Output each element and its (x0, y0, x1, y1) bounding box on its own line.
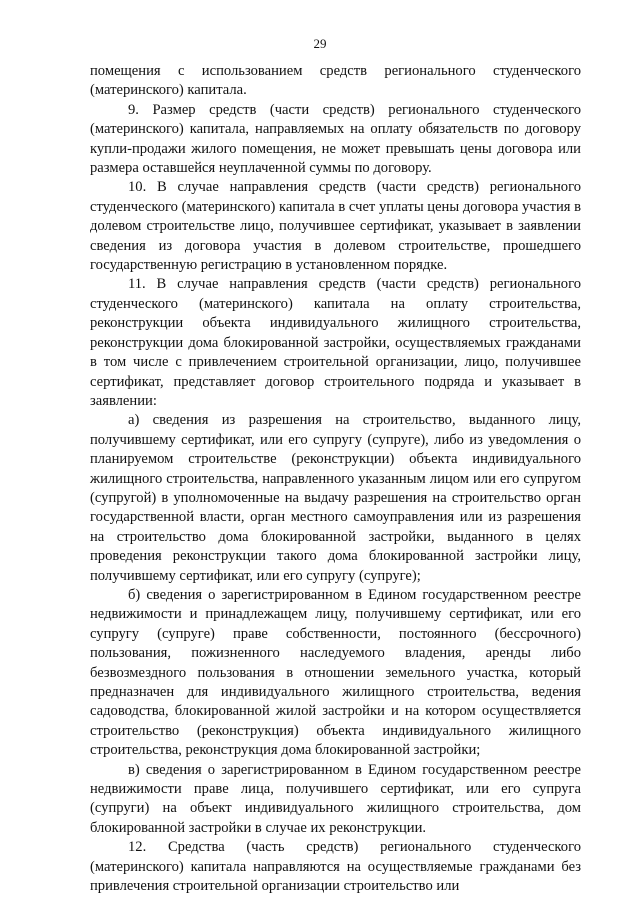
paragraph-subitem-b: б) сведения о зарегистрированном в Едином государственном реестре недвижимости и принадлежащем лицу, получившему сертификат, или его супругу (супруге) праве собственности, постоянного (бессрочного) пользования, пожизненного наследуемого владения, аренды либо безвозмездного пользования в отношении земельного участка, который предназначен для индивидуального жилищного строительства, ведения садоводства, блокированной жилой застройки и на котором осуществляется строительство (реконструкция) объекта индивидуального жилищного строительства, реконструкция дома блокированной застройки; (90, 586, 581, 759)
paragraph-item-9: 9. Размер средств (части средств) регионального студенческого (материнского) капитала, направляемых на оплату обязательств по договору купли-продажи жилого помещения, не может превышать цены договора или размера оставшейся неуплаченной суммы по договору. (90, 101, 581, 177)
paragraph-item-11: 11. В случае направления средств (части средств) регионального студенческого (материнского) капитала на оплату строительства, реконструкции объекта индивидуального жилищного строительства, реконструкции дома блокированной застройки, осуществляемых гражданами в том числе с привлечением строительной организации, лицо, получившее сертификат, представляет договор строительного подряда и указывает в заявлении: (90, 276, 581, 409)
page-number: 29 (313, 36, 327, 51)
paragraph-item-10: 10. В случае направления средств (части средств) регионального студенческого (материнского) капитала в счет уплаты цены договора участия в долевом строительстве лицо, получившее сертификат, указывает в заявлении сведения из договора участия в долевом строительстве, прошедшего государственную регистрацию в установленном порядке. (90, 179, 582, 274)
paragraph-subitem-v: в) сведения о зарегистрированном в Едином государственном реестре недвижимости праве лица, получившего сертификат, или его супруга (супруги) на объект индивидуального жилищного строительства, дом блокированной застройки в случае их реконструкции. (90, 761, 581, 836)
paragraph-subitem-a: а) сведения из разрешения на строительство, выданного лицу, получившему сертификат, или его супругу (супруге), либо из уведомления о планируемом строительстве (реконструкции) объекта индивидуального жилищного строительства, направленного указанным лицом или его супругом (супругой) в уполномоченные на выдачу разрешения на строительство орган государственной власти, орган местного самоуправления или из разрешения на строительство дома блокированной застройки, выданного в целях проведения реконструкции такого дома блокированной застройки лицу, получившему сертификат, или его супругу (супруге); (90, 412, 581, 584)
paragraph-continuation: помещения с использованием средств регионального студенческого (материнского) капитала. (90, 63, 581, 99)
paragraph-item-12: 12. Средства (часть средств) регионального студенческого (материнского) капитала направляются на осуществляемые гражданами без привлечения строительной организации строительство или (90, 839, 581, 895)
document-body (90, 62, 581, 896)
